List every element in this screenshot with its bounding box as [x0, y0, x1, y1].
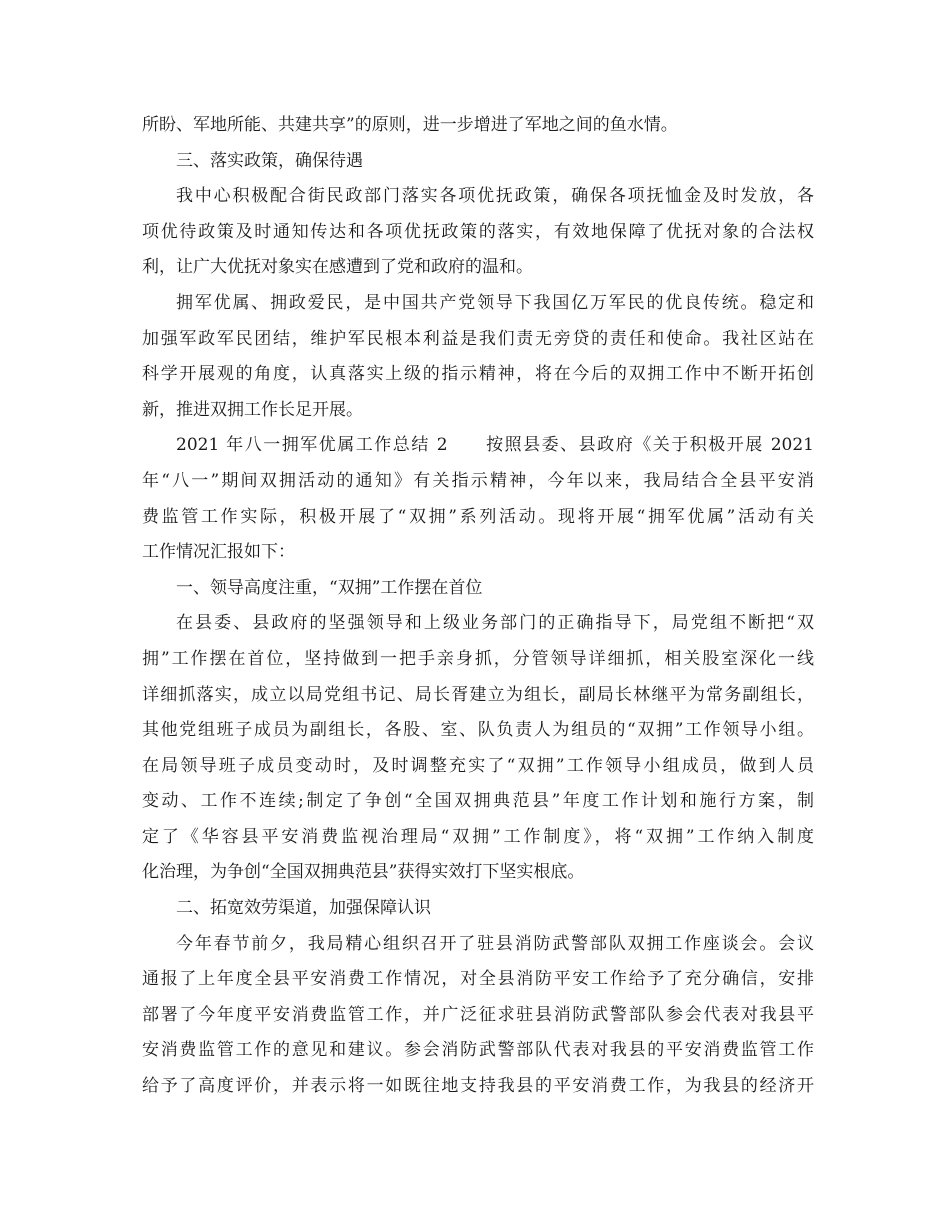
text-line: 加强军政军民团结，维护军民根本利益是我们责无旁贷的责任和使命。我社区站在: [142, 328, 814, 349]
text-line: 其他党组班子成员为副组长，各股、室、队负责人为组员的“双拥”工作领导小组。: [142, 720, 814, 741]
text-line: 工作情况汇报如下：: [142, 542, 295, 563]
text-line: 化治理，为争创“全国双拥典范县”获得实效打下坚实根底。: [142, 862, 585, 883]
text-line: 项优待政策及时通知传达和各项优抚政策的落实，有效地保障了优抚对象的合法权: [142, 221, 814, 242]
text-line: 给予了高度评价，并表示将一如既往地支持我县的平安消费工作，为我县的经济开: [142, 1076, 814, 1097]
text-line: 部署了今年度平安消费监管工作，并广泛征求驻县消防武警部队参会代表对我县平: [142, 1004, 814, 1025]
text-line: 新，推进双拥工作长足开展。: [142, 399, 363, 420]
text-line: 拥军优属、拥政爱民，是中国共产党领导下我国亿万军民的优良传统。稳定和: [176, 292, 814, 313]
text-line: 一、领导高度注重，“双拥”工作摆在首位: [176, 577, 483, 598]
text-line: 在局领导班子成员变动时，及时调整充实了“双拥”工作领导小组成员，做到人员: [142, 755, 814, 776]
text-line: 利，让广大优抚对象实在感遭到了党和政府的温和。: [142, 257, 533, 278]
text-line: 我中心积极配合街民政部门落实各项优抚政策，确保各项抚恤金及时发放，各: [176, 186, 814, 207]
text-line: 拥”工作摆在首位，坚持做到一把手亲身抓，分管领导详细抓，相关股室深化一线: [142, 648, 814, 669]
text-line: 费监管工作实际，积极开展了“双拥”系列活动。现将开展“拥军优属”活动有关: [142, 506, 814, 527]
text-line: 2021 年八一拥军优属工作总结 2 按照县委、县政府《关于积极开展 2021: [176, 435, 814, 456]
text-line: 详细抓落实，成立以局党组书记、局长胥建立为组长，副局长林继平为常务副组长，: [142, 684, 814, 705]
document-body: [142, 108, 814, 1105]
text-line: 在县委、县政府的坚强领导和上级业务部门的正确指导下，局党组不断把“双: [176, 613, 814, 634]
text-line: 年“八一”期间双拥活动的通知》有关指示精神，今年以来，我局结合全县平安消: [142, 470, 814, 491]
text-line: 通报了上年度全县平安消费工作情况，对全县消防平安工作给予了充分确信，安排: [142, 969, 814, 990]
text-line: 三、落实政策，确保待遇: [176, 150, 363, 171]
text-line: 今年春节前夕，我局精心组织召开了驻县消防武警部队双拥工作座谈会。会议: [176, 933, 814, 954]
text-line: 安消费监管工作的意见和建议。参会消防武警部队代表对我县的平安消费监管工作: [142, 1040, 814, 1061]
text-line: 所盼、军地所能、共建共享”的原则，进一步增进了军地之间的鱼水情。: [142, 115, 678, 135]
text-line: 科学开展观的角度，认真落实上级的指示精神，将在今后的双拥工作中不断开拓创: [142, 364, 814, 385]
text-line: 变动、工作不连续;制定了争创“全国双拥典范县”年度工作计划和施行方案，制: [142, 791, 814, 812]
text-line: 定了《华容县平安消费监视治理局“双拥”工作制度》，将“双拥”工作纳入制度: [142, 826, 814, 847]
text-line: 二、拓宽效劳渠道，加强保障认识: [176, 898, 431, 919]
